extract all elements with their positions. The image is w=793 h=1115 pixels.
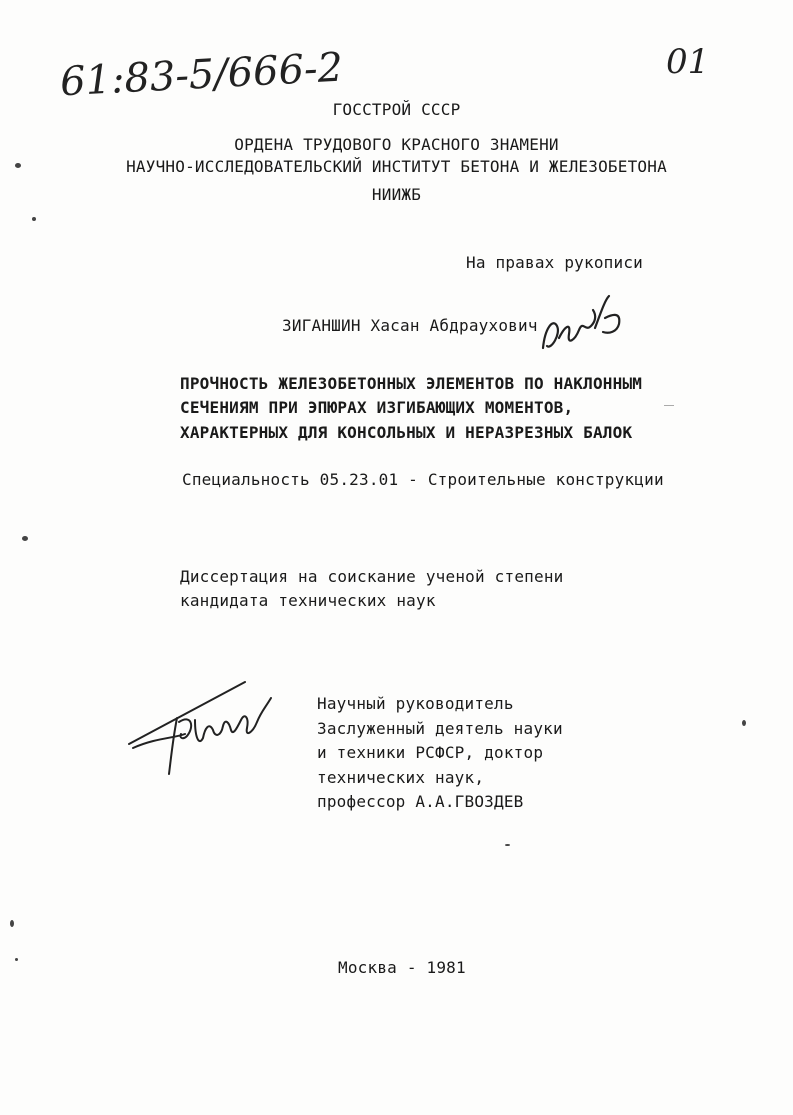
scan-speck xyxy=(742,720,746,726)
archive-code: 61:83-5/666-2 xyxy=(58,44,345,106)
org-order: ОРДЕНА ТРУДОВОГО КРАСНОГО ЗНАМЕНИ xyxy=(234,135,559,154)
rights-note: На правах рукописи xyxy=(466,253,643,272)
scan-speck xyxy=(505,844,510,846)
scan-speck xyxy=(22,536,28,541)
org-institute: НАУЧНО-ИССЛЕДОВАТЕЛЬСКИЙ ИНСТИТУТ БЕТОНА И ЖЕЛЕЗОБЕТОНА xyxy=(126,157,667,176)
specialty-line: Специальность 05.23.01 - Строительные конструкции xyxy=(182,470,664,489)
dissertation-line-1: Диссертация на соискание ученой степени xyxy=(180,567,564,586)
org-abbreviation: НИИЖБ xyxy=(371,185,422,204)
scan-speck xyxy=(15,163,21,168)
scan-speck xyxy=(664,405,674,406)
title-line-3: ХАРАКТЕРНЫХ ДЛЯ КОНСОЛЬНЫХ И НЕРАЗРЕЗНЫХ БАЛОК xyxy=(180,423,633,442)
supervisor-line-2: Заслуженный деятель науки xyxy=(317,719,563,738)
title-line-1: ПРОЧНОСТЬ ЖЕЛЕЗОБЕТОННЫХ ЭЛЕМЕНТОВ ПО НАКЛОННЫМ xyxy=(180,374,643,393)
author-name: ЗИГАНШИН Хасан Абдраухович xyxy=(282,316,538,335)
supervisor-line-4: технических наук, xyxy=(317,768,485,787)
city-year: Москва - 1981 xyxy=(338,958,466,977)
title-line-2: СЕЧЕНИЯМ ПРИ ЭПЮРАХ ИЗГИБАЮЩИХ МОМЕНТОВ, xyxy=(180,398,574,417)
page-number: 01 xyxy=(666,42,710,82)
supervisor-line-5: профессор А.А.ГВОЗДЕВ xyxy=(317,792,524,811)
author-signature xyxy=(535,288,630,368)
supervisor-signature xyxy=(125,678,280,778)
supervisor-line-3: и техники РСФСР, доктор xyxy=(317,743,544,762)
scan-speck xyxy=(32,217,36,221)
scan-speck xyxy=(10,920,14,927)
dissertation-line-2: кандидата технических наук xyxy=(180,591,436,610)
supervisor-line-1: Научный руководитель xyxy=(317,694,514,713)
org-gosstroy: ГОССТРОЙ СССР xyxy=(332,100,461,119)
scan-speck xyxy=(15,958,18,961)
